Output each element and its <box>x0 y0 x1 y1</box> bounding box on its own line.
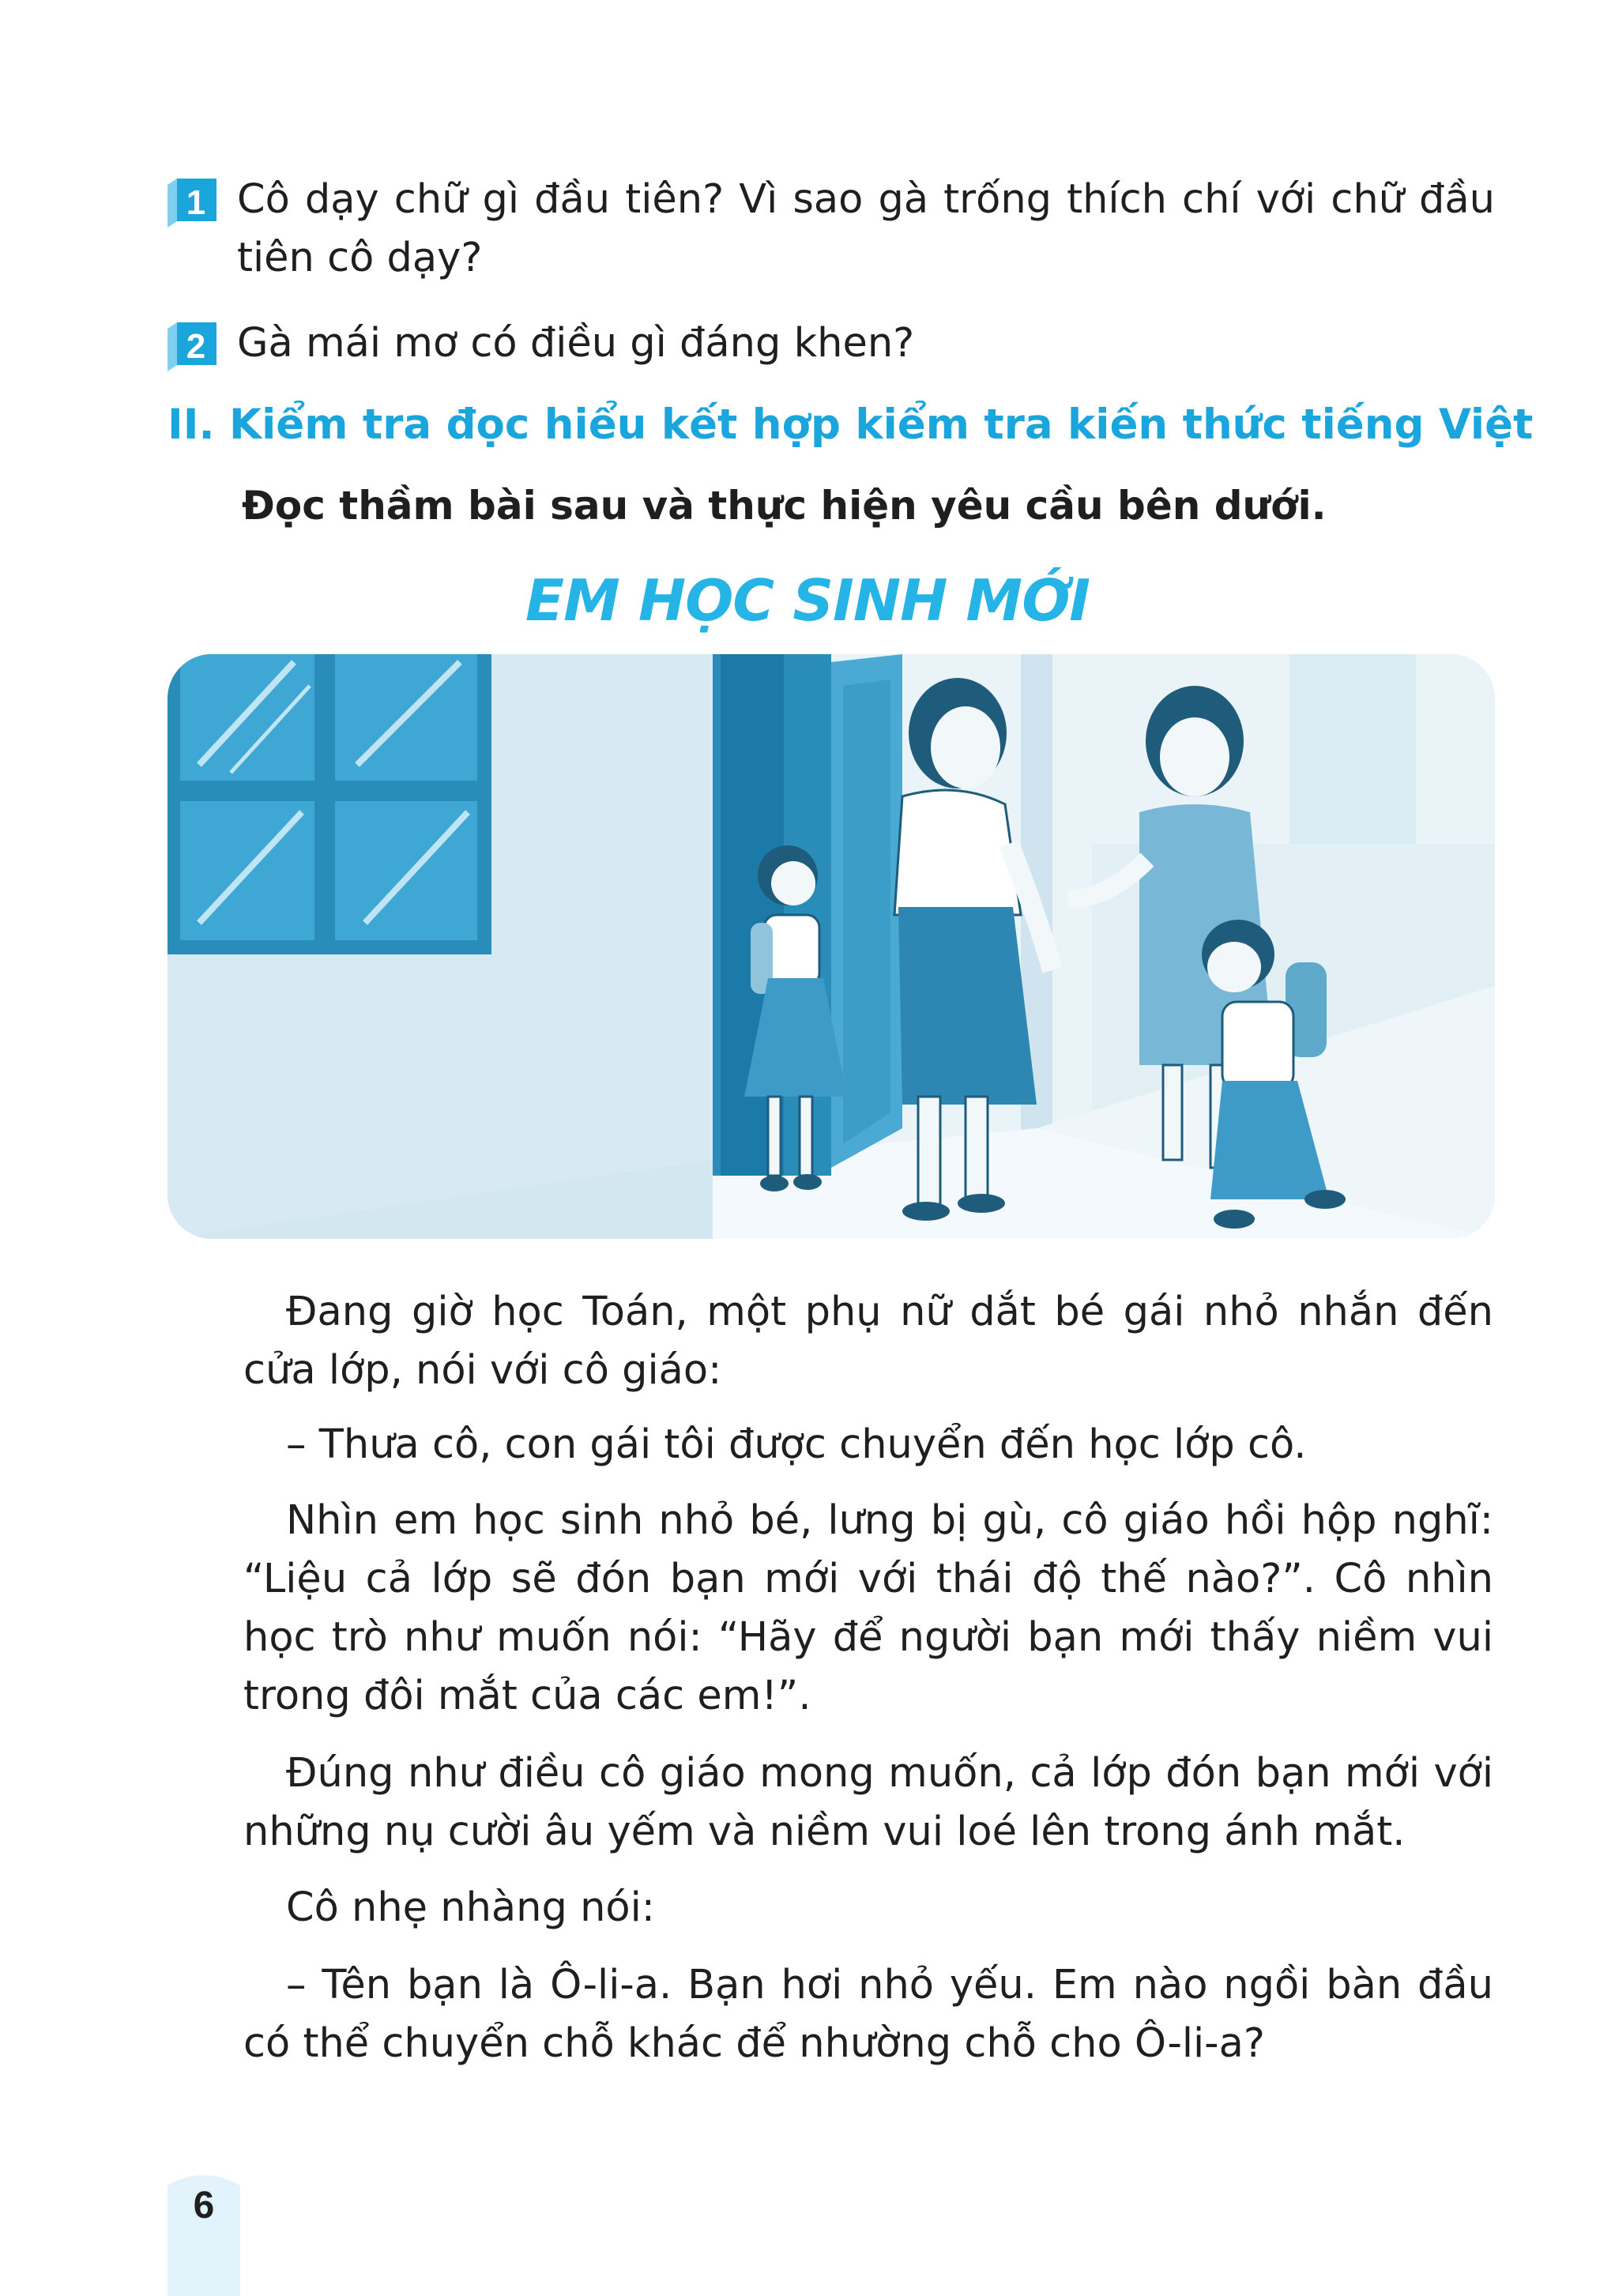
question-text: Gà mái mơ có điều gì đáng khen? <box>237 320 915 367</box>
section-heading: II. Kiểm tra đọc hiểu kết hợp kiểm tra kiến thức tiếng Việt <box>168 401 1534 449</box>
question-2 <box>168 314 1495 373</box>
question-1 <box>168 171 1495 288</box>
window-shape <box>168 654 491 954</box>
story-paragraph: – Tên bạn là Ô-li-a. Bạn hơi nhỏ yếu. Em nào ngồi bàn đầu có thể chuyển chỗ khác để nhường chỗ cho Ô-li-a? <box>243 1962 1493 2067</box>
story-paragraph: Đang giờ học Toán, một phụ nữ dắt bé gái nhỏ nhắn đến cửa lớp, nói với cô giáo: <box>243 1289 1493 1394</box>
story-title: EM HỌC SINH MỚI <box>525 567 1090 634</box>
story-paragraph: – Thưa cô, con gái tôi được chuyển đến học lớp cô. <box>286 1421 1307 1468</box>
question-text: Cô dạy chữ gì đầu tiên? Vì sao gà trống thích chí với chữ đầu tiên cô dạy? <box>237 176 1495 281</box>
question-number-badge <box>168 322 216 371</box>
classroom-doorway-illustration <box>168 654 1495 1239</box>
question-number-badge <box>168 179 216 228</box>
instruction: Đọc thầm bài sau và thực hiện yêu cầu bên dưới. <box>242 483 1327 529</box>
question-number: 1 <box>186 183 206 222</box>
question-number: 2 <box>186 327 206 366</box>
story-body <box>243 1283 1493 2089</box>
story-paragraph: Cô nhẹ nhàng nói: <box>286 1884 655 1931</box>
story-paragraph: Đúng như điều cô giáo mong muốn, cả lớp đón bạn mới với những nụ cười âu yếm và niềm vui loé lên trong ánh mắt. <box>243 1750 1493 1855</box>
page-number: 6 <box>193 2185 215 2226</box>
story-paragraph: Nhìn em học sinh nhỏ bé, lưng bị gù, cô giáo hồi hộp nghĩ: “Liệu cả lớp sẽ đón bạn mới với thái độ thế nào?”. Cô nhìn học trò như muốn nói: “Hãy để người bạn mới thấy niềm vui trong đôi mắt của các em!”. <box>243 1497 1493 1719</box>
